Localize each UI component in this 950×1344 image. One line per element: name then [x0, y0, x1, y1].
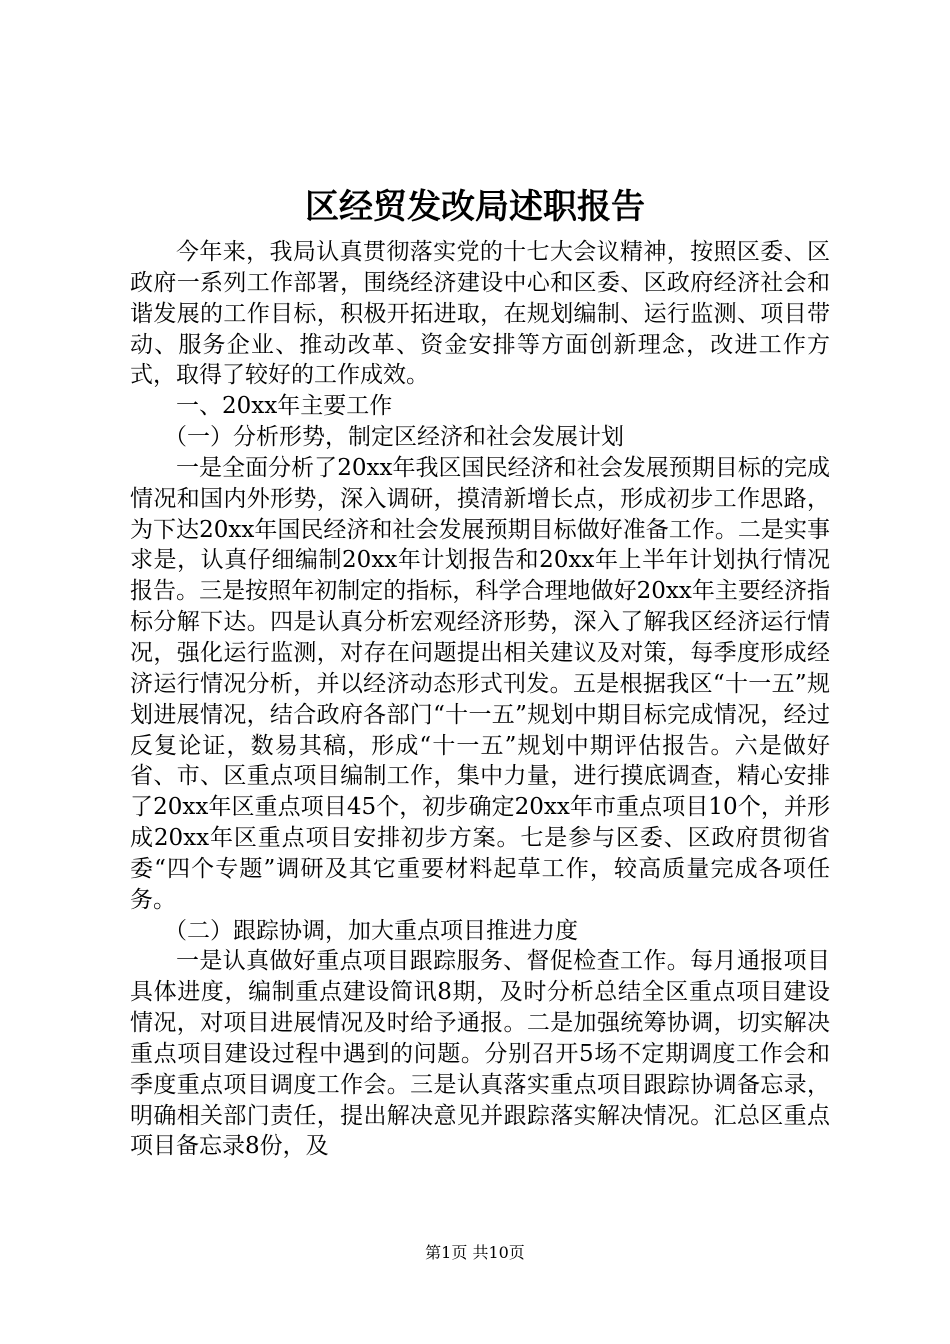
paragraph-analysis: 一是全面分析了20xx年我区国民经济和社会发展预期目标的完成情况和国内外形势，深入调研，摸清新增长点，形成初步工作思路，为下达20xx年国民经济和社会发展预期目标做好准备工作。二是实事求是，认真仔细编制20xx年计划报告和20xx年上半年计划执行情况报告。三是按照年初制定的指标，科学合理地做好20xx年主要经济指标分解下达。四是认真分析宏观经济形势，深入了解我区经济运行情况，强化运行监测，对存在问题提出相关建议及对策，每季度形成经济运行情况分析，并以经济动态形式刊发。五是根据我区“十一五”规划进展情况，结合政府各部门“十一五”规划中期目标完成情况，经过反复论证，数易其稿，形成“十一五”规划中期评估报告。六是做好省、市、区重点项目编制工作，集中力量，进行摸底调查，精心安排了20xx年区重点项目45个，初步确定20xx年市重点项目10个，并形成20xx年区重点项目安排初步方案。七是参与区委、区政府贯彻省委“四个专题”调研及其它重要材料起草工作，较高质量完成各项任务。 — [130, 454, 830, 913]
page-number-footer: 第1页 共10页 — [425, 1243, 525, 1262]
paragraph-projects: 一是认真做好重点项目跟踪服务、督促检查工作。每月通报项目具体进度，编制重点建设简讯8期，及时分析总结全区重点项目建设情况，对项目进展情况及时给予通报。二是加强统筹协调，切实解决重点项目建设过程中遇到的问题。分别召开5场不定期调度工作会和季度重点项目调度工作会。三是认真落实重点项目跟踪协调备忘录，明确相关部门责任，提出解决意见并跟踪落实解决情况。汇总区重点项目备忘录8份，及 — [130, 948, 830, 1160]
document-body — [130, 237, 830, 1162]
section-heading-1: 一、20xx年主要工作 — [176, 393, 393, 420]
document-title: 区经贸发改局述职报告 — [305, 187, 645, 227]
subsection-heading-2: （二）跟踪协调，加大重点项目推进力度 — [164, 917, 578, 944]
paragraph-intro: 今年来，我局认真贯彻落实党的十七大会议精神，按照区委、区政府一系列工作部署，围绕经济建设中心和区委、区政府经济社会和谐发展的工作目标，积极开拓进取，在规划编制、运行监测、项目带动、服务企业、推动改革、资金安排等方面创新理念，改进工作方式，取得了较好的工作成效。 — [130, 239, 830, 389]
subsection-heading-1: （一）分析形势，制定区经济和社会发展计划 — [164, 424, 624, 451]
